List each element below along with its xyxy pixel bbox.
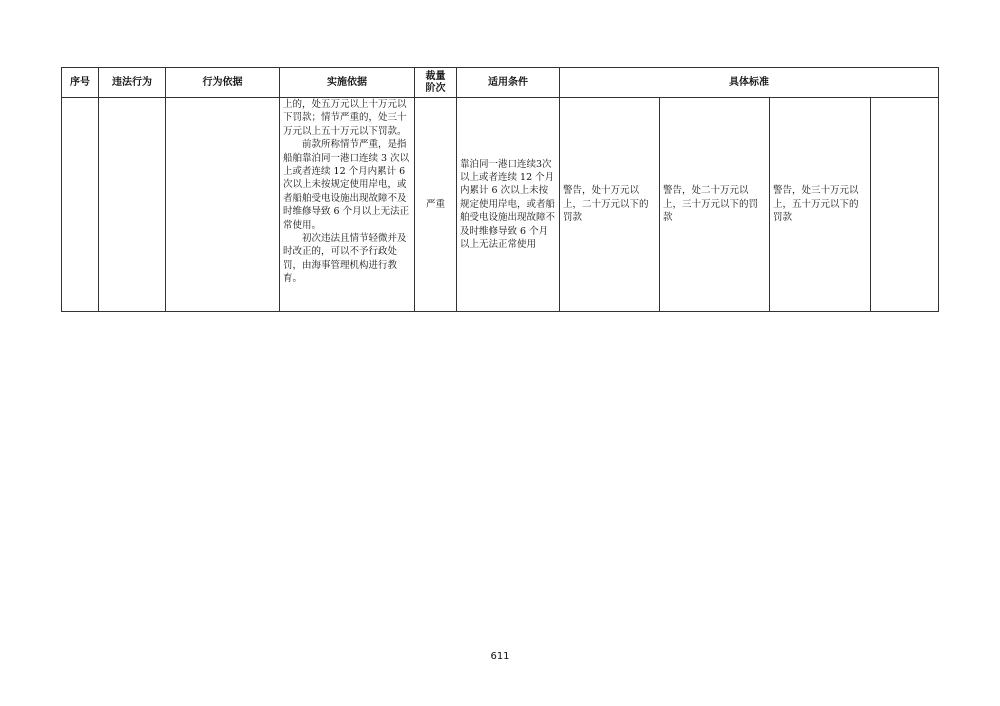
implementation-paragraph-3: 初次违法且情节轻微并及时改正的，可以不予行政处罚，由海事管理机构进行教育。: [283, 233, 407, 285]
header-seq: 序号: [62, 68, 99, 98]
header-conditions: 适用条件: [457, 68, 560, 98]
penalty-standard-table: [61, 67, 939, 312]
cell-implementation-basis: [280, 98, 415, 312]
cell-seq: [62, 98, 99, 312]
header-legal-basis: 行为依据: [166, 68, 280, 98]
implementation-paragraph-2: 前款所称情节严重，是指船舶靠泊同一港口连续 3 次以上或者连续 12 个月内累计 6 次以上未按规定使用岸电，或者船舶受电设施出现故障不及时维修导致 6 个月以上无法正常使用。: [283, 139, 410, 231]
header-implementation-basis: 实施依据: [280, 68, 415, 98]
cell-standard-3: 警告，处三十万元以上，五十万元以下的罚款: [770, 98, 871, 312]
page-number: 611: [490, 651, 510, 662]
table-row: [62, 98, 939, 312]
cell-conditions: 靠泊同一港口连续3次以上或者连续 12 个月内累计 6 次以上未按规定使用岸电，或者船舶受电设施出现故障不及时维修导致 6 个月以上无法正常使用: [457, 98, 560, 312]
cell-legal-basis: [166, 98, 280, 312]
cell-standard-4: [871, 98, 939, 312]
cell-violation: [99, 98, 166, 312]
implementation-paragraph-1: 上的，处五万元以上十万元以下罚款；情节严重的，处三十万元以上五十万元以下罚款。: [283, 99, 407, 137]
header-level: 裁量 阶次: [415, 68, 457, 98]
header-row: [62, 68, 939, 98]
cell-standard-2: 警告，处二十万元以上，三十万元以下的罚款: [660, 98, 770, 312]
header-violation: 违法行为: [99, 68, 166, 98]
cell-level: 严重: [415, 98, 457, 312]
header-standard: 具体标准: [560, 68, 939, 98]
cell-standard-1: 警告，处十万元以上，二十万元以下的罚款: [560, 98, 660, 312]
